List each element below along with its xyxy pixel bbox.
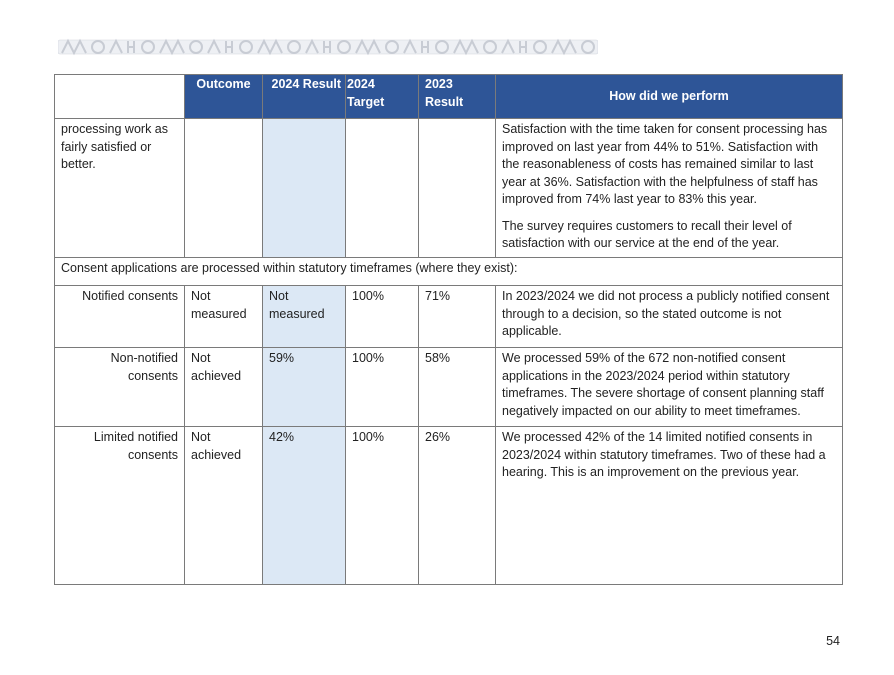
result-2024-cell	[263, 119, 346, 258]
table-header-row	[55, 75, 843, 119]
performance-paragraph: In 2023/2024 we did not process a publicly notified consent through to a decision, so the stated outcome is not applicable.	[502, 289, 830, 338]
header-2023-result: 2023 Result	[419, 75, 496, 119]
measure-label: Notified consents	[55, 286, 185, 348]
header-outcome: Outcome	[185, 75, 263, 119]
result-2023-cell: 71%	[419, 286, 496, 348]
page-number: 54	[826, 634, 840, 648]
table-row	[55, 119, 843, 258]
outcome-cell: Not measured	[185, 286, 263, 348]
outcome-cell	[185, 119, 263, 258]
decorative-pattern-banner	[58, 36, 598, 58]
header-2024-result: 2024 Result	[263, 75, 346, 119]
target-2024-cell: 100%	[346, 348, 419, 427]
result-2024-cell: 42%	[263, 427, 346, 585]
table-row	[55, 348, 843, 427]
table-row	[55, 286, 843, 348]
header-how-did-we-perform: How did we perform	[496, 75, 843, 119]
section-heading-row	[55, 258, 843, 286]
performance-paragraph: Satisfaction with the time taken for consent processing has improved on last year from 44% to 51%. Satisfaction with the reasonableness of costs has remained similar to last year at 36%. Satisfaction with the helpfulness of staff has improved from 74% last year to 83% this year.	[502, 122, 828, 206]
result-2023-cell: 58%	[419, 348, 496, 427]
result-2024-cell: 59%	[263, 348, 346, 427]
table-row	[55, 427, 843, 585]
outcome-cell: Not achieved	[185, 348, 263, 427]
performance-paragraph: We processed 59% of the 672 non-notified consent applications in the 2023/2024 period within statutory timeframes. The severe shortage of consent planning staff negatively impacted on our ability to meet timeframes.	[502, 351, 824, 418]
measure-label: processing work as fairly satisfied or better.	[55, 119, 185, 258]
performance-paragraph: The survey requires customers to recall their level of satisfaction with our service at the end of the year.	[502, 218, 792, 250]
header-blank-cell	[55, 75, 185, 119]
performance-cell	[496, 348, 843, 427]
performance-cell	[496, 286, 843, 348]
result-2023-cell	[419, 119, 496, 258]
header-2024-target: 2024 Target	[346, 75, 419, 119]
result-2024-cell: Not measured	[263, 286, 346, 348]
performance-table	[54, 74, 843, 585]
performance-cell	[496, 119, 843, 258]
section-heading: Consent applications are processed within statutory timeframes (where they exist):	[55, 258, 843, 286]
target-2024-cell: 100%	[346, 286, 419, 348]
target-2024-cell: 100%	[346, 427, 419, 585]
performance-cell	[496, 427, 843, 585]
outcome-cell: Not achieved	[185, 427, 263, 585]
measure-label: Non-notified consents	[55, 348, 185, 427]
performance-paragraph: We processed 42% of the 14 limited notified consents in 2023/2024 within statutory timeframes. Two of these had a hearing. This is an improvement on the previous year.	[502, 430, 826, 479]
result-2023-cell: 26%	[419, 427, 496, 585]
measure-label: Limited notified consents	[55, 427, 185, 585]
target-2024-cell	[346, 119, 419, 258]
